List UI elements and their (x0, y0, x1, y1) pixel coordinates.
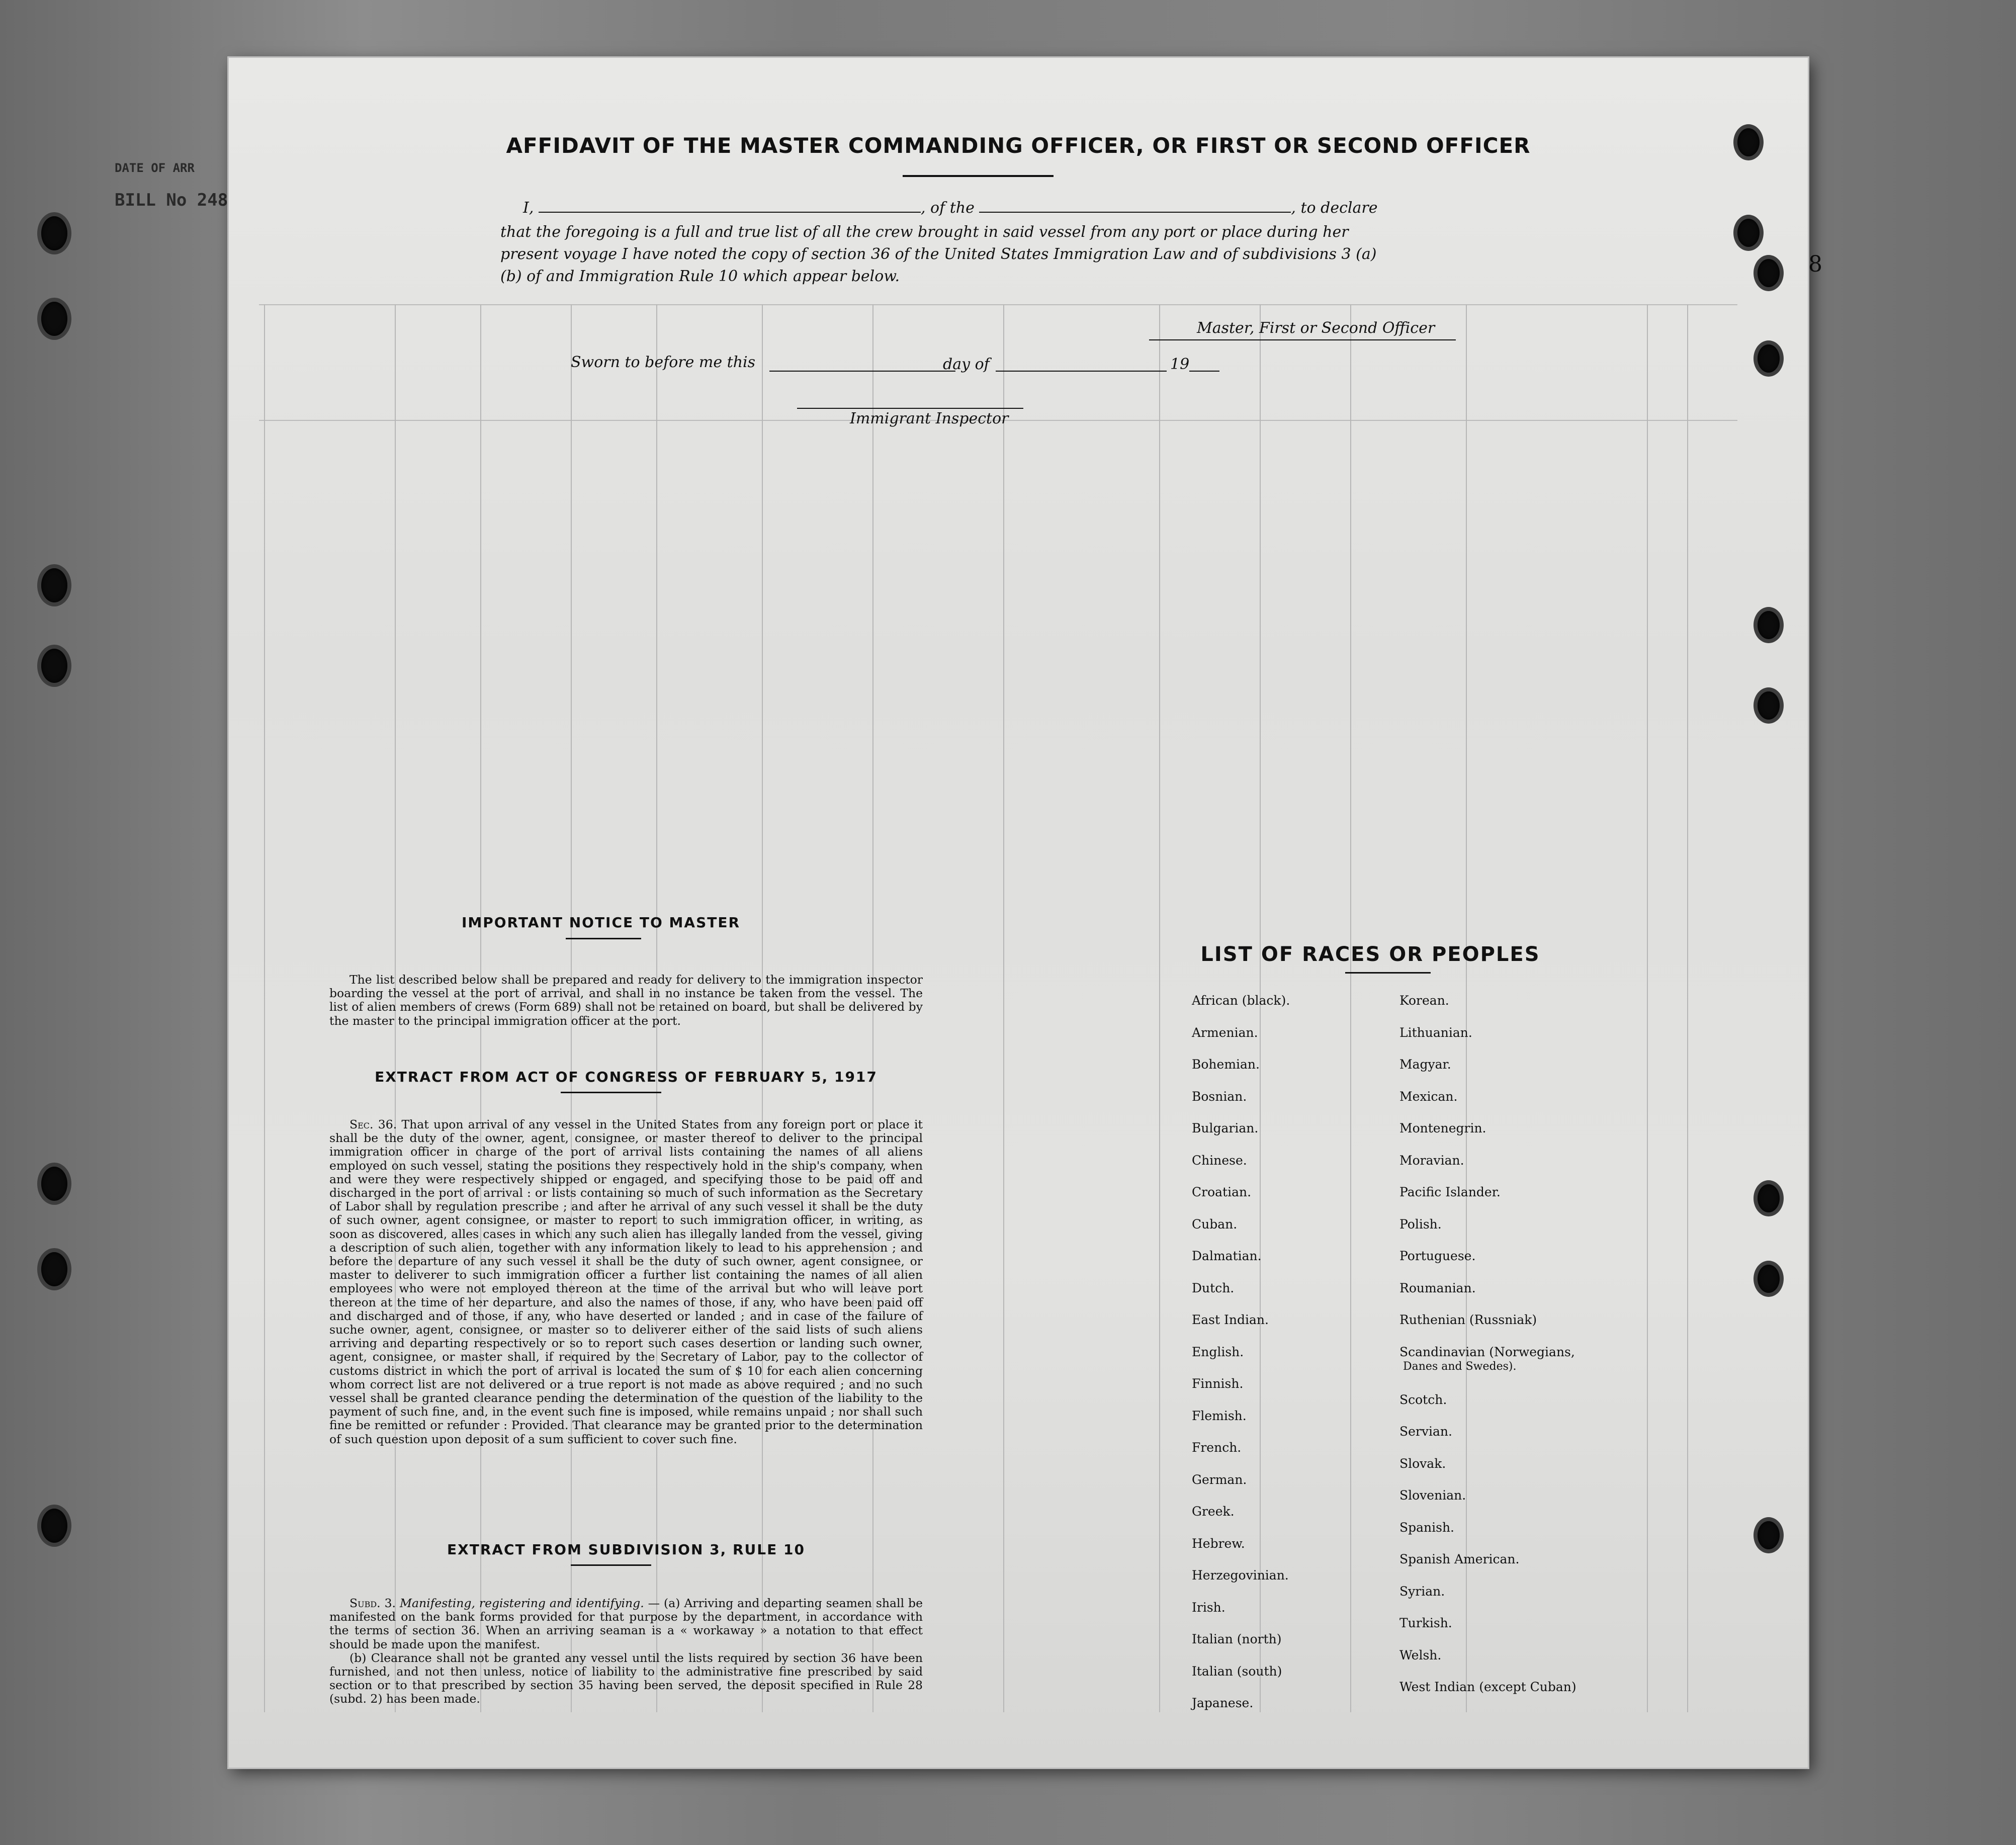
binder-hole (1758, 691, 1780, 720)
officer-name-blank[interactable] (539, 198, 921, 213)
binder-hole (1737, 219, 1760, 247)
bleed-through-column (1647, 304, 1648, 1712)
binder-hole (41, 568, 67, 602)
binder-hole (1758, 611, 1780, 639)
affidavit-line-4: (b) of and Immigration Rule 10 which appear below. (500, 268, 900, 285)
act-section-36-text: Sec. 36. That upon arrival of any vessel in the United States from any foreign port or place it shall be the duty of the owner, agent, consignee, or master thereof to deliver to the principal immigration officer in charge of the port of arrival lists containing the names of all aliens employed on such vessel, stating the positions they respectively hold in the ship's company, when and were they were respectively shipped or engaged, and specifying those to be paid off and discharged in the port of arrival : or lists containing so much of such information as the Secretary of Labor shall by regulation prescribe ; and after he arrival of any such vessel it shall be the duty of such owner, agent consignee, or master to report to such immigration officer, in writing, as soon as discovered, alles cases in which any such alien has illegally landed from the vessel, giving a description of such alien, together with any information likely to lead to his apprehension ; and before the departure of any such vessel it shall be the duty of such owner, agent consignee, or master to deliverer to such immigration officer a further list containing the names of all alien employees who were not employed thereon at the time of the arrival but who will leave port thereon at the time of her departure, and also the names of those, if any, who have been paid off and discharged and of those, if any, who have deserted or landed ; and in case of the failure of suche owner, agent, consignee, or master so to deliverer either of the said lists of such aliens arriving and departing respectively or so to report such cases desertion or landing such owner, agent, consignee, or master shall, if required by the Secretary of Labor, pay to the collector of customs district in which the port of arrival is located the sum of $ 10 for each alien concerning whom correct list are not delivered or a true report is not made as above required ; and no such vessel shall be granted clearance pending the determination of the question of the liability to the payment of such fine, and, in the event such fine is imposed, while remains unpaid ; nor shall such fine be remitted or refunder : Provided. That clearance may be granted prior to the determination of such question upon deposit of a sum sufficient to cover such fine. (329, 1117, 923, 1446)
race-item: Ruthenian (Russniak) (1399, 1312, 1537, 1327)
race-item: Pacific Islander. (1399, 1185, 1501, 1199)
bleed-through-column (1466, 304, 1467, 1712)
race-item: Korean. (1399, 993, 1449, 1008)
side-page-number: 8 (1808, 251, 1822, 277)
race-item: Greek. (1192, 1504, 1235, 1519)
manifest-page (229, 58, 1808, 1768)
races-underline (1345, 972, 1431, 974)
race-item: Mexican. (1399, 1089, 1458, 1104)
binder-hole (41, 1167, 67, 1201)
binder-hole (41, 302, 67, 336)
race-item: Welsh. (1399, 1647, 1442, 1662)
year-label: 19 (1170, 356, 1190, 373)
binder-hole (1758, 1521, 1780, 1549)
sworn-day-blank[interactable] (769, 371, 955, 372)
race-item: Croatian. (1192, 1185, 1252, 1199)
race-item: Roumanian. (1399, 1280, 1476, 1295)
binder-hole (1758, 1184, 1780, 1212)
race-item: Syrian. (1399, 1584, 1445, 1599)
affidavit-line-2: that the foregoing is a full and true list of all the crew brought in said vessel from any port or place during her (500, 223, 1349, 241)
race-item: Scandinavian (Norwegians, (1399, 1344, 1575, 1359)
rule-extract-text: Subd. 3. Manifesting, registering and identifying. — (a) Arriving and departing seamen shall be manifested on the bank forms provided for that purpose by the department, in accordance with the terms of section 36. When an arriving seaman is a « workaway » a notation to that effect should be made upon the manifest. (b) Clearance shall not be granted any vessel until the lists required by section 36 have been furnished, and not then unless, notice of liability to the administrative fine prescribed by said section or to that prescribed by section 35 having been served, the deposit specified in Rule 28 (subd. 2) has been made. (329, 1596, 923, 1706)
master-signature-line[interactable] (1149, 339, 1456, 340)
notice-text: The list described below shall be prepared and ready for delivery to the immigration inspector boarding the vessel at the port of arrival, and shall in no instance be taken from the vessel. The list of alien members of crews (Form 689) shall not be retained on board, but shall be delivered by the master to the principal immigration officer at the port. (329, 973, 923, 1028)
race-item: West Indian (except Cuban) (1399, 1680, 1576, 1695)
race-item: Scotch. (1399, 1392, 1447, 1407)
binder-hole (41, 216, 67, 250)
race-item: Spanish. (1399, 1520, 1455, 1535)
race-item: Italian (north) (1192, 1632, 1282, 1646)
date-of-arrival-stamp: DATE OF ARR (115, 161, 195, 175)
race-item: Irish. (1192, 1600, 1225, 1615)
sworn-month-blank[interactable] (996, 371, 1167, 372)
race-item: Chinese. (1192, 1153, 1247, 1168)
sworn-year-blank[interactable] (1189, 371, 1219, 372)
notice-underline (566, 938, 641, 939)
affidavit-title: AFFIDAVIT OF THE MASTER COMMANDING OFFICER, OR FIRST OR SECOND OFFICER (506, 133, 1531, 158)
race-item: French. (1192, 1440, 1242, 1455)
act-extract-heading: EXTRACT FROM ACT OF CONGRESS OF FEBRUARY 5, 1917 (375, 1069, 878, 1085)
inspector-label: Immigrant Inspector (850, 410, 1009, 427)
race-item: Magyar. (1399, 1057, 1451, 1072)
race-item: Armenian. (1192, 1025, 1258, 1040)
sworn-label: Sworn to before me this (571, 354, 756, 371)
bleed-through-column (1687, 304, 1688, 1712)
race-item: Moravian. (1399, 1153, 1464, 1168)
notice-heading: IMPORTANT NOTICE TO MASTER (461, 914, 741, 931)
title-underline (903, 175, 1054, 177)
act-extract-underline (561, 1092, 661, 1093)
race-item: Danes and Swedes). (1403, 1360, 1517, 1373)
binder-hole (1758, 259, 1780, 287)
race-item: Portuguese. (1399, 1249, 1476, 1263)
binder-hole (1758, 1265, 1780, 1293)
race-item: Slovak. (1399, 1456, 1446, 1471)
day-of-label: day of (943, 356, 990, 373)
race-item: East Indian. (1192, 1312, 1269, 1327)
bleed-through-column (264, 304, 265, 1712)
race-item: Hebrew. (1192, 1536, 1245, 1551)
race-item: Lithuanian. (1399, 1025, 1472, 1040)
race-item: Bosnian. (1192, 1089, 1247, 1104)
affidavit-line-3: present voyage I have noted the copy of section 36 of the United States Immigration Law and of subdivisions 3 (a) (500, 245, 1377, 263)
race-item: Bohemian. (1192, 1057, 1260, 1072)
bleed-through-column (1003, 304, 1004, 1712)
race-item: Dalmatian. (1192, 1249, 1262, 1263)
race-item: Montenegrin. (1399, 1121, 1486, 1135)
race-item: Servian. (1399, 1424, 1452, 1439)
rule-extract-heading: EXTRACT FROM SUBDIVISION 3, RULE 10 (447, 1541, 805, 1558)
race-item: Bulgarian. (1192, 1121, 1259, 1135)
race-item: Dutch. (1192, 1280, 1235, 1295)
race-item: Flemish. (1192, 1408, 1247, 1423)
race-item: Cuban. (1192, 1216, 1238, 1232)
race-item: African (black). (1192, 993, 1290, 1008)
race-item: Finnish. (1192, 1376, 1244, 1391)
race-item: Herzegovinian. (1192, 1568, 1289, 1583)
affidavit-line-1: I, , of the , to declare (523, 198, 1579, 219)
race-item: Spanish American. (1399, 1552, 1520, 1567)
master-signature-label: Master, First or Second Officer (1197, 319, 1435, 337)
race-item: German. (1192, 1472, 1247, 1487)
binder-hole (41, 1509, 67, 1543)
binder-hole (1758, 344, 1780, 373)
inspector-signature-line[interactable] (797, 408, 1023, 409)
rule-extract-underline (571, 1564, 651, 1566)
bleed-through-column (1260, 304, 1261, 1712)
race-item: Japanese. (1192, 1696, 1254, 1710)
binder-hole (41, 649, 67, 683)
races-title: LIST OF RACES OR PEOPLES (1200, 943, 1540, 966)
bleed-through-column (1159, 304, 1160, 1712)
race-item: English. (1192, 1344, 1244, 1359)
race-item: Italian (south) (1192, 1663, 1282, 1679)
binder-hole (41, 1252, 67, 1286)
bill-number-stamp: BILL No 248 (115, 190, 228, 210)
race-item: Turkish. (1399, 1616, 1452, 1631)
vessel-name-blank[interactable] (979, 198, 1291, 213)
race-item: Polish. (1399, 1216, 1442, 1232)
race-item: Slovenian. (1399, 1488, 1466, 1503)
bleed-through-column (1350, 304, 1351, 1712)
